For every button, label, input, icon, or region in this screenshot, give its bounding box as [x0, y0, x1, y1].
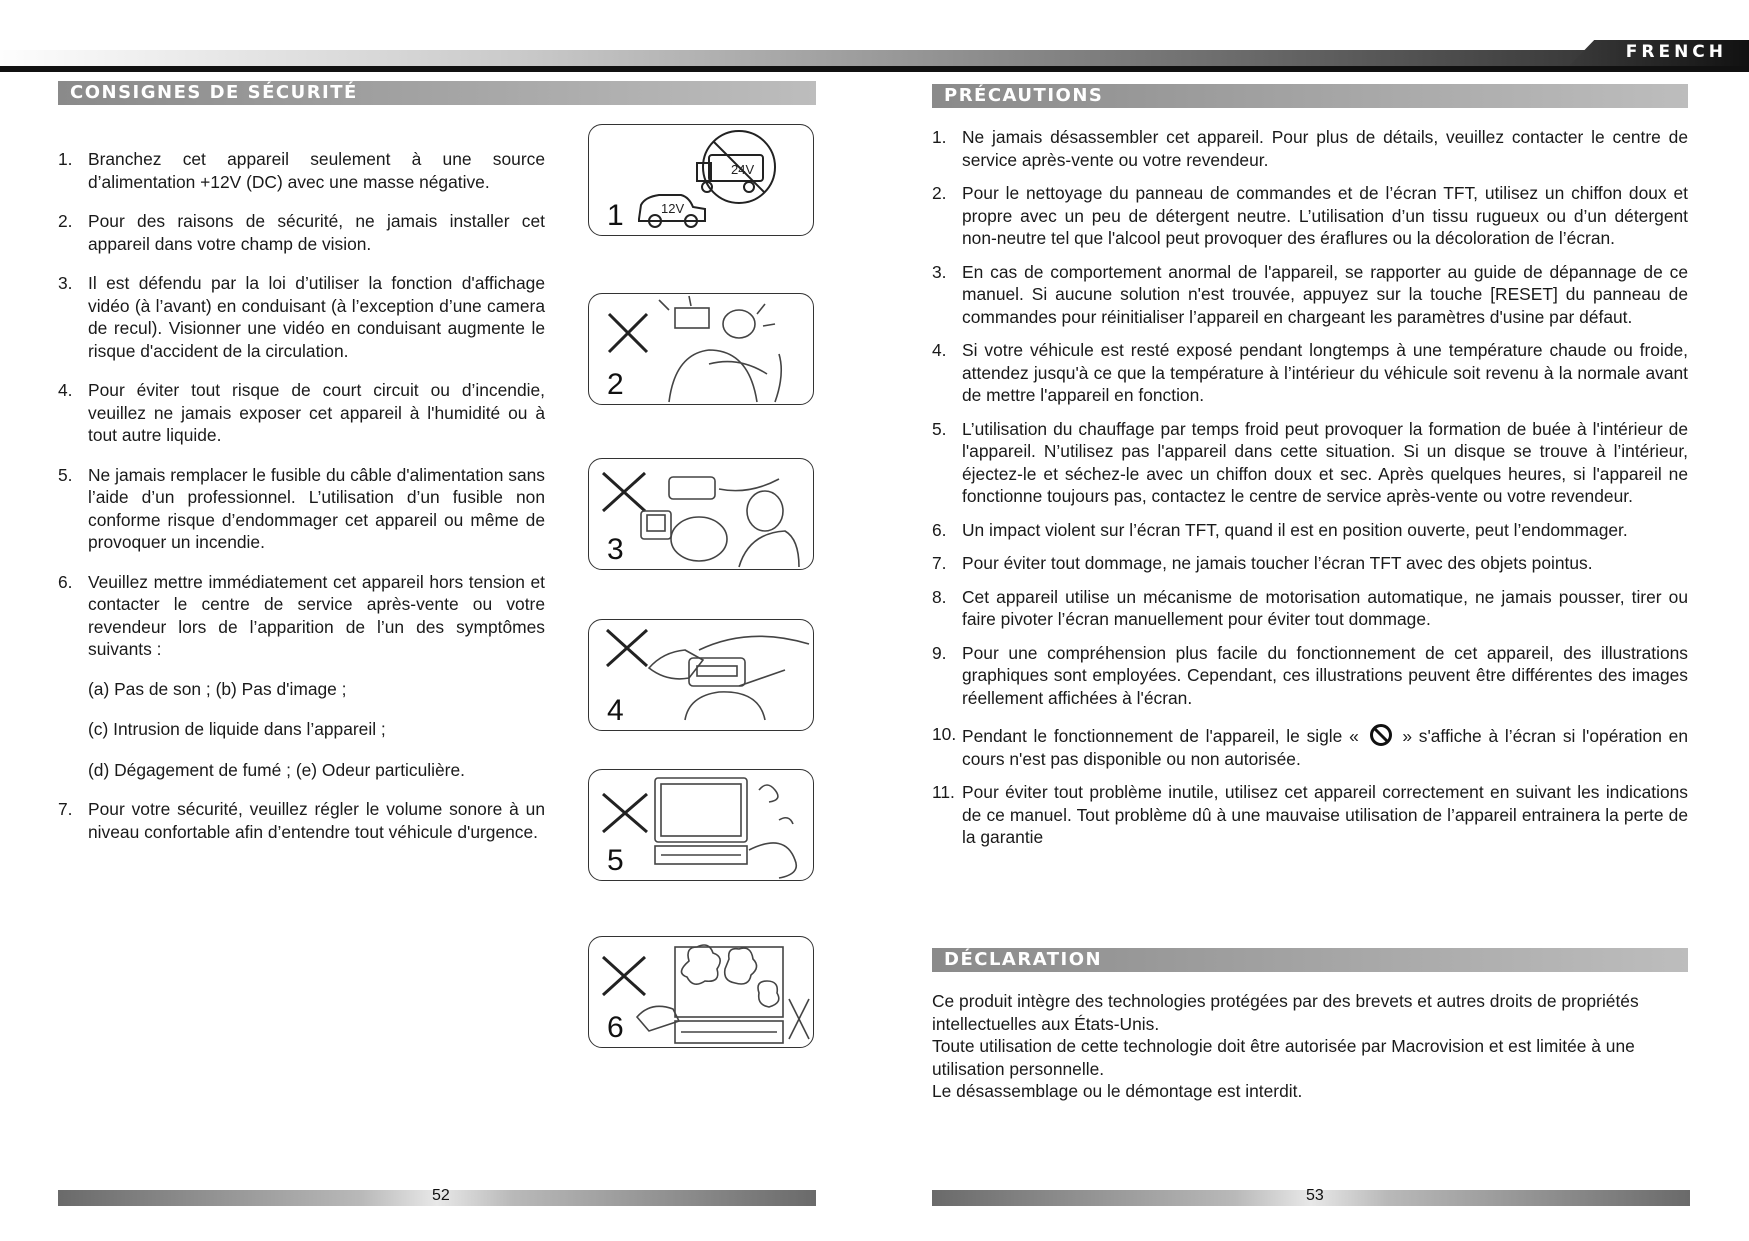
list-item: 5. L’utilisation du chauffage par temps froid peut provoquer la formation de buée à l'intérieur de l'appareil. N’utilisez pas l'appareil dans cette situation. Si un disque se trouve à l’intérieur, éjectez-le et séchez-le avec un chiffon doux et sec. Après quelques heures, si l'appareil ne fonctionne toujours pas, contactez le centre de service après-vente ou votre revendeur.: [932, 418, 1688, 506]
figure-1-label-24v: 24V: [731, 162, 755, 177]
list-item: 2. Pour le nettoyage du panneau de commandes et de l’écran TFT, utilisez un chiffon doux et propre avec un peu de détergent neutre. L’utilisation d’un tissu rugueux ou d’un détergent non-neutre tel que l'alcool peut provoquer des éraflures ou la décoloration de l’écran.: [932, 183, 1688, 248]
page-number-right: 53: [1306, 1187, 1324, 1204]
list-item: 8. Cet appareil utilise un mécanisme de motorisation automatique, ne jamais pousser, tirer ou faire pivoter l’écran manuellement pour éviter tout dommage.: [932, 586, 1688, 629]
list-item: 4. Si votre véhicule est resté exposé pendant longtemps à une température chaude ou froide, attendez jusqu'à ce que la température à l’intérieur du véhicule soit revenu à la normale avant de mettre l'appareil en fonction.: [932, 340, 1688, 405]
figure-4-moisture: [588, 619, 814, 731]
precautions-section-title: PRÉCAUTIONS: [932, 84, 1688, 108]
list-item: 7. Pour votre sécurité, veuillez régler le volume sonore à un niveau confortable afin d’entendre tout véhicule d'urgence.: [58, 799, 545, 842]
figure-number: 2: [607, 368, 624, 401]
list-item: 4. Pour éviter tout risque de court circuit ou d’incendie, veuillez ne jamais exposer cet appareil à l'humidité ou à tout autre liquide.: [58, 380, 545, 445]
list-item: 3. Il est défendu par la loi d’utiliser la fonction d'affichage vidéo (à l’avant) en conduisant (à l’exception d’une camera de recul). Visionner une vidéo en conduisant augmente le risque d'accident de la circulation.: [58, 273, 545, 361]
precautions-list: [932, 126, 1688, 849]
declaration-line: Ce produit intègre des technologies protégées par des brevets et autres droits de propriétés intellectuelles aux États-Unis.: [932, 991, 1639, 1034]
symptom-line: (c) Intrusion de liquide dans l’appareil ;: [88, 719, 386, 739]
list-item: 10. Pendant le fonctionnement de l'appareil, le sigle « » s'affiche à l’écran si l'opération en cours n'est pas disponible ou non autorisée.: [932, 724, 1688, 769]
list-item: 6. Veuillez mettre immédiatement cet appareil hors tension et contacter le centre de service après-vente ou votre revendeur lors de l’apparition de l’un des symptômes suivants : (a) Pas de son ; (b) Pas d'image ; (c) Intrusion de liquide dans l’appareil ; (d) Dégagement de fumé ; (e) Odeur particulière.: [58, 571, 545, 780]
list-item: 9. Pour une compréhension plus facile du fonctionnement de cet appareil, des illustrations graphiques sont employées. Cependant, ces illustrations peuvent être différentes des images réellement affichées à l'écran.: [932, 642, 1688, 708]
safety-section-title: CONSIGNES DE SÉCURITÉ: [58, 81, 816, 105]
language-label: FRENCH: [1625, 42, 1727, 62]
figure-1-voltage: [588, 124, 814, 236]
symptom-line: (d) Dégagement de fumé ; (e) Odeur particulière.: [88, 759, 465, 780]
declaration-section-title: DÉCLARATION: [932, 948, 1688, 972]
declaration-line: Le désassemblage ou le démontage est interdit.: [932, 1081, 1303, 1101]
figure-number: 1: [607, 199, 624, 232]
top-banner-line: [0, 66, 1749, 72]
list-item: 5. Ne jamais remplacer le fusible du câble d'alimentation sans l’aide d’un professionnel. L’utilisation d’un fusible non conforme risque d’endommager cet appareil ou même de provoquer un incendie.: [58, 464, 545, 552]
figure-number: 5: [607, 844, 624, 877]
list-item: 6. Un impact violent sur l’écran TFT, quand il est en position ouverte, peut l’endommager.: [932, 519, 1628, 540]
list-item: 3. En cas de comportement anormal de l'appareil, se rapporter au guide de dépannage de ce manuel. Si aucune solution n'est trouvée, appuyez sur la touche [RESET] du panneau de commandes pour réinitialiser l’appareil en chargeant les paramètres d'usine par défaut.: [932, 261, 1688, 327]
figure-3-video-driving: [588, 458, 814, 570]
figure-number: 3: [607, 533, 624, 566]
list-item: 7. Pour éviter tout dommage, ne jamais toucher l’écran TFT avec des objets pointus.: [932, 553, 1593, 573]
figure-number: 6: [607, 1011, 624, 1044]
figure-number: 4: [607, 694, 624, 727]
declaration-text: [932, 990, 1688, 1103]
page-number-left: 52: [432, 1187, 450, 1204]
figure-5-fuse: [588, 769, 814, 881]
list-item: 1. Ne jamais désassembler cet appareil. Pour plus de détails, veuillez contacter le centre de service après-vente ou votre revendeur.: [932, 127, 1688, 170]
symptom-line: (a) Pas de son ; (b) Pas d'image ;: [88, 678, 347, 699]
figure-2-field-of-vision: [588, 293, 814, 405]
list-item: 11. Pour éviter tout problème inutile, utilisez cet appareil correctement en suivant les indications de ce manuel. Tout problème dû à une mauvaise utilisation de l’appareil entrainera la perte de la garantie: [932, 782, 1688, 847]
figure-6-smoke: [588, 936, 814, 1048]
safety-list: [58, 148, 545, 843]
declaration-line: Toute utilisation de cette technologie doit être autorisée par Macrovision et est limitée à une utilisation personnelle.: [932, 1036, 1635, 1079]
list-item: 1. Branchez cet appareil seulement à une source d’alimentation +12V (DC) avec une masse négative.: [58, 149, 545, 192]
list-item: 2. Pour des raisons de sécurité, ne jamais installer cet appareil dans votre champ de vision.: [58, 211, 545, 254]
prohibited-icon: [1369, 723, 1393, 747]
figure-1-label-12v: 12V: [661, 201, 685, 216]
